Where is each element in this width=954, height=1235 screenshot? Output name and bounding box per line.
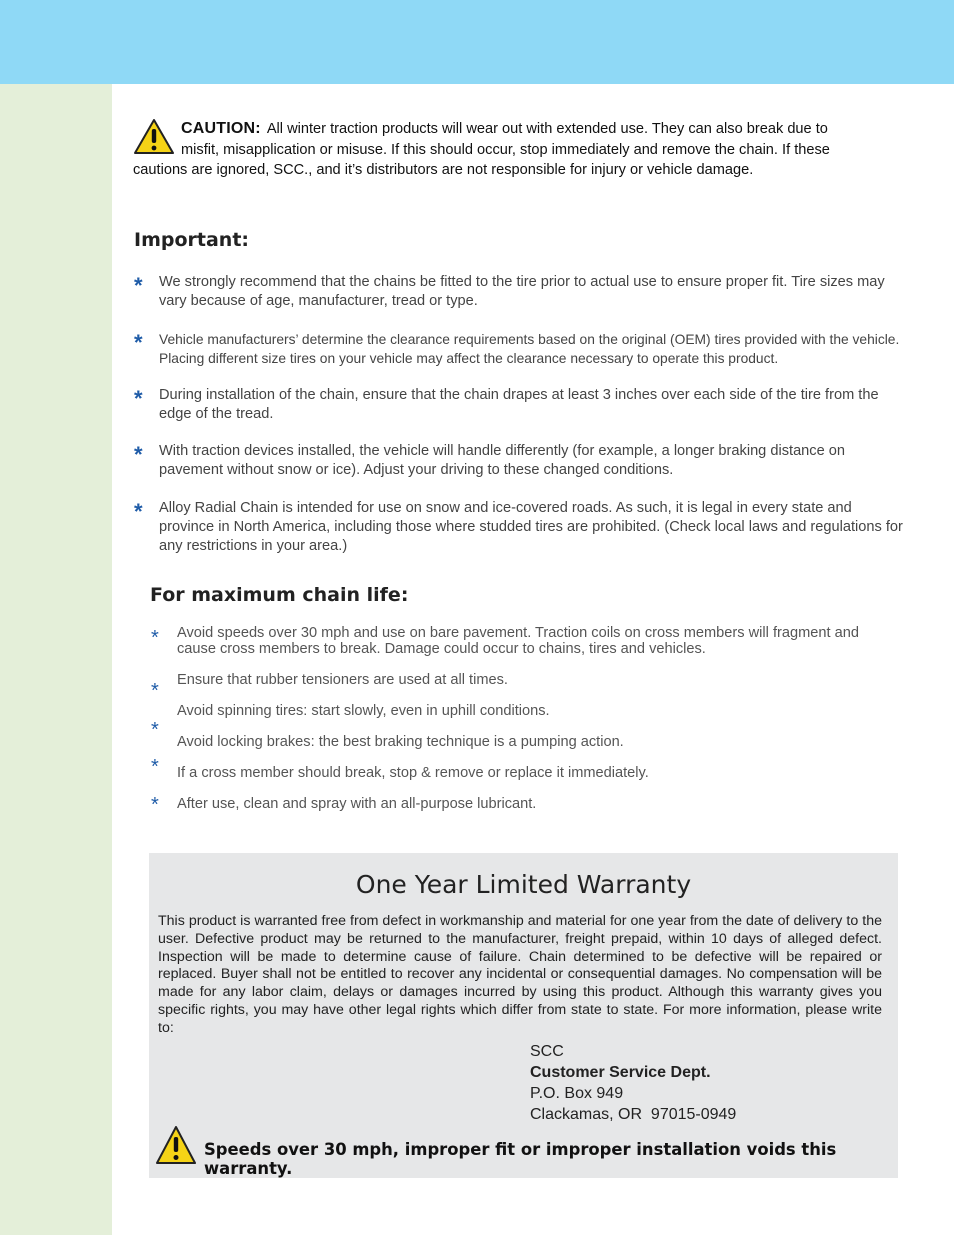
important-list [134,273,904,556]
caution-line-2 [133,140,908,161]
warranty-box [149,853,898,1178]
bullet-star: * [134,499,143,524]
max-life-item: Ensure that rubber tensioners are used at all times. [177,672,508,688]
max-life-item: Avoid spinning tires: start slowly, even in uphill conditions. [177,703,550,719]
important-heading: Important: [134,229,250,251]
caution-line-3 [133,161,908,180]
address-city-line: Clackamas, OR 97015-0949 [530,1106,737,1123]
important-item-text: With traction devices installed, the vehicle will handle differently (for example, a longer braking distance on pavement without snow or ice). Adjust your driving to these changed conditions. [159,443,845,478]
important-item [134,330,904,386]
max-life-item: Avoid locking brakes: the best braking technique is a pumping action. [177,734,624,750]
caution-line-1 [133,118,908,140]
bullet-star: * [134,273,143,298]
caution-text-2: misfit, misapplication or misuse. If this should occur, stop immediately and remove the chain. If these [181,142,830,158]
important-item [134,386,904,442]
bullet-star: * [151,680,159,702]
important-item [134,499,904,556]
warranty-title: One Year Limited Warranty [355,870,692,899]
caution-text-3: cautions are ignored, SCC., and it’s distributors are not responsible for injury or vehicle damage. [133,162,754,178]
important-item [134,442,904,499]
mailing-address [530,1041,736,1125]
address-company: SCC [530,1043,564,1060]
bullet-star: * [151,756,159,778]
header-band [0,0,954,84]
warning-triangle-icon [133,118,175,155]
important-item-text: We strongly recommend that the chains be fitted to the tire prior to actual use to ensure proper fit. Tire sizes may vary because of age, manufacturer, tread or type. [159,274,885,309]
caution-notice [133,118,908,180]
max-life-item: After use, clean and spray with an all-purpose lubricant. [177,796,537,812]
bullet-star: * [134,330,143,355]
bullet-star: * [134,442,143,467]
warning-triangle-icon [155,1125,197,1165]
max-life-item: Avoid speeds over 30 mph and use on bare pavement. Traction coils on cross members will fragment and cause cross members to break. Damage could occur to chains, tires and vehicles. [177,625,859,657]
side-margin-band [0,84,112,1235]
caution-text-1: All winter traction products will wear out with extended use. They can also break due to [266,121,828,137]
warranty-void-notice: Speeds over 30 mph, improper fit or improper installation voids this warranty. [204,1140,837,1178]
important-item [134,273,904,330]
important-item-text: Vehicle manufacturers’ determine the clearance requirements based on the original (OEM) tires provided with the vehicle. Placing different size tires on your vehicle may affect the clearance necessary to operate this product. [159,332,900,366]
bullet-star: * [151,794,159,816]
bullet-star: * [151,719,159,741]
address-department: Customer Service Dept. [530,1064,711,1081]
caution-label: CAUTION: [181,120,261,137]
bullet-star: * [151,627,159,649]
max-life-heading: For maximum chain life: [150,584,409,606]
warranty-body: This product is warranted free from defect in workmanship and material for one year from the date of delivery to the user. Defective product may be returned to the manufacturer, freight prepaid, within 10 days of alleged defect. Inspection will be made to determine cause of failure. Chain determined to be defective will be repaired or replaced. Buyer shall not be entitled to recover any incidental or consequential damages. No compensation will be made for any labor claim, delays or damages incurred by using this product. Although this warranty gives you specific rights, you may have other legal rights which differ from state to state. For more information, please write to: [158,913,882,1036]
max-life-item: If a cross member should break, stop & remove or replace it immediately. [177,765,649,781]
bullet-star: * [134,386,143,411]
important-item-text: During installation of the chain, ensure that the chain drapes at least 3 inches over each side of the tire from the edge of the tread. [159,387,879,422]
important-item-text: Alloy Radial Chain is intended for use on snow and ice-covered roads. As such, it is legal in every state and province in North America, including those where studded tires are prohibited. (Check local laws and regulations for any restrictions in your area.) [159,500,903,554]
address-po-box: P.O. Box 949 [530,1085,624,1102]
